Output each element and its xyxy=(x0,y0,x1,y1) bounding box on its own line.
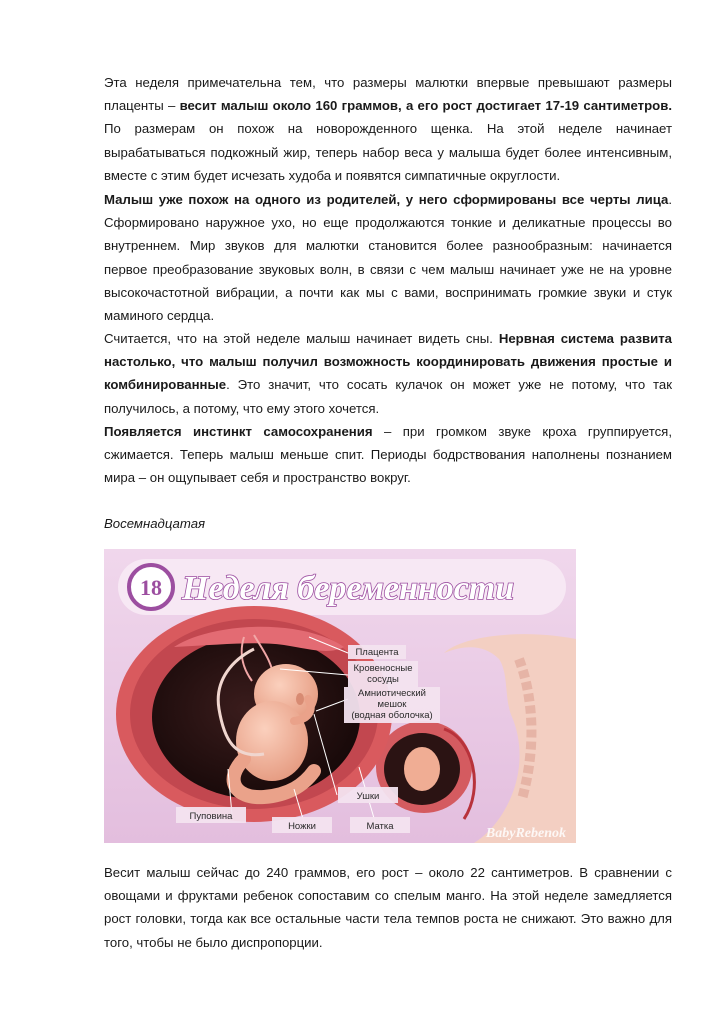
p2-bold: Малыш уже похож на одного из родителей, у него сформированы все черты лица xyxy=(104,192,669,207)
label-vessels-1: Кровеносные xyxy=(353,663,413,674)
pregnancy-week-18-illustration xyxy=(104,549,576,843)
label-amnion-3: (водная оболочка) xyxy=(351,710,433,721)
p2-text-b: . Сформировано наружное ухо, но еще продолжаются тонкие и деликатные процессы во внутреннем. Мир звуков для малютки становится более разнообразным: начинается первое преобразование звуковых волн, в связи с чем малыш начинает уже не на уровне высокочастотной вибрации, а почти как мы с вами, воспринимать громкие звуки и стук маминого сердца. xyxy=(104,192,672,324)
label-ears: Ушки xyxy=(356,791,380,802)
week-number: 18 xyxy=(140,575,162,600)
fetus-body xyxy=(236,701,308,781)
label-vessels-2: сосуды xyxy=(367,674,399,685)
p3-text-c: . Это значит, что сосать кулачок он может уже не потому, что так получилось, а потому, что ему этого хочется. xyxy=(104,377,672,416)
p4-bold: Появляется инстинкт самосохранения xyxy=(104,424,373,439)
paragraph-3 xyxy=(104,327,672,420)
figure-title: Неделя беременности xyxy=(182,570,515,607)
label-amnion-1: Амниотический xyxy=(358,688,426,699)
paragraph-5: Весит малыш сейчас до 240 граммов, его рост – около 22 сантиметров. В сравнении с овощами и фруктами ребенок сопоставим со спелым манго. На этой неделе замедляется рост головки, тогда как все остальные части тела темпов роста не снижают. Это важно для того, чтобы не было диспропорции. xyxy=(104,865,672,950)
paragraph-4 xyxy=(104,420,672,490)
small-fetus xyxy=(404,747,440,791)
p1-text-c: По размерам он похож на новорожденного щенка. На этой неделе начинает вырабатываться подкожный жир, теперь набор веса у малыша будет более интенсивным, вместе с этим будет исчезать худоба и появятся симпатичные округлости. xyxy=(104,121,672,183)
figure-caption: Восемнадцатая xyxy=(104,516,206,531)
label-placenta: Плацента xyxy=(355,647,399,658)
watermark: BabyRebenok xyxy=(485,826,566,841)
p3-bold: Нервная система развита настолько, что малыш получил возможность координировать движения простые и комбинированные xyxy=(104,331,673,393)
p3-text-a: Считается, что на этой неделе малыш начинает видеть сны. xyxy=(104,331,499,346)
label-legs: Ножки xyxy=(288,821,316,832)
p1-bold: весит малыш около 160 граммов, а его рост достигает 17-19 сантиметров. xyxy=(179,98,672,114)
paragraph-2 xyxy=(104,188,672,327)
paragraph-1 xyxy=(104,71,672,187)
label-amnion-2: мешок xyxy=(377,699,407,710)
fetus-ear xyxy=(296,693,304,705)
p4-text-b: – при громком звуке кроха группируется, сжимается. Теперь малыш меньше спит. Периоды бодрствования наполнены познанием мира – он ощупывает себя и пространство вокруг. xyxy=(104,424,672,486)
label-uterus: Матка xyxy=(366,821,394,832)
p1-text-a: Эта неделя примечательна тем, что размеры малютки впервые превышают размеры плаценты – xyxy=(104,75,672,114)
label-cord: Пуповина xyxy=(189,811,233,822)
